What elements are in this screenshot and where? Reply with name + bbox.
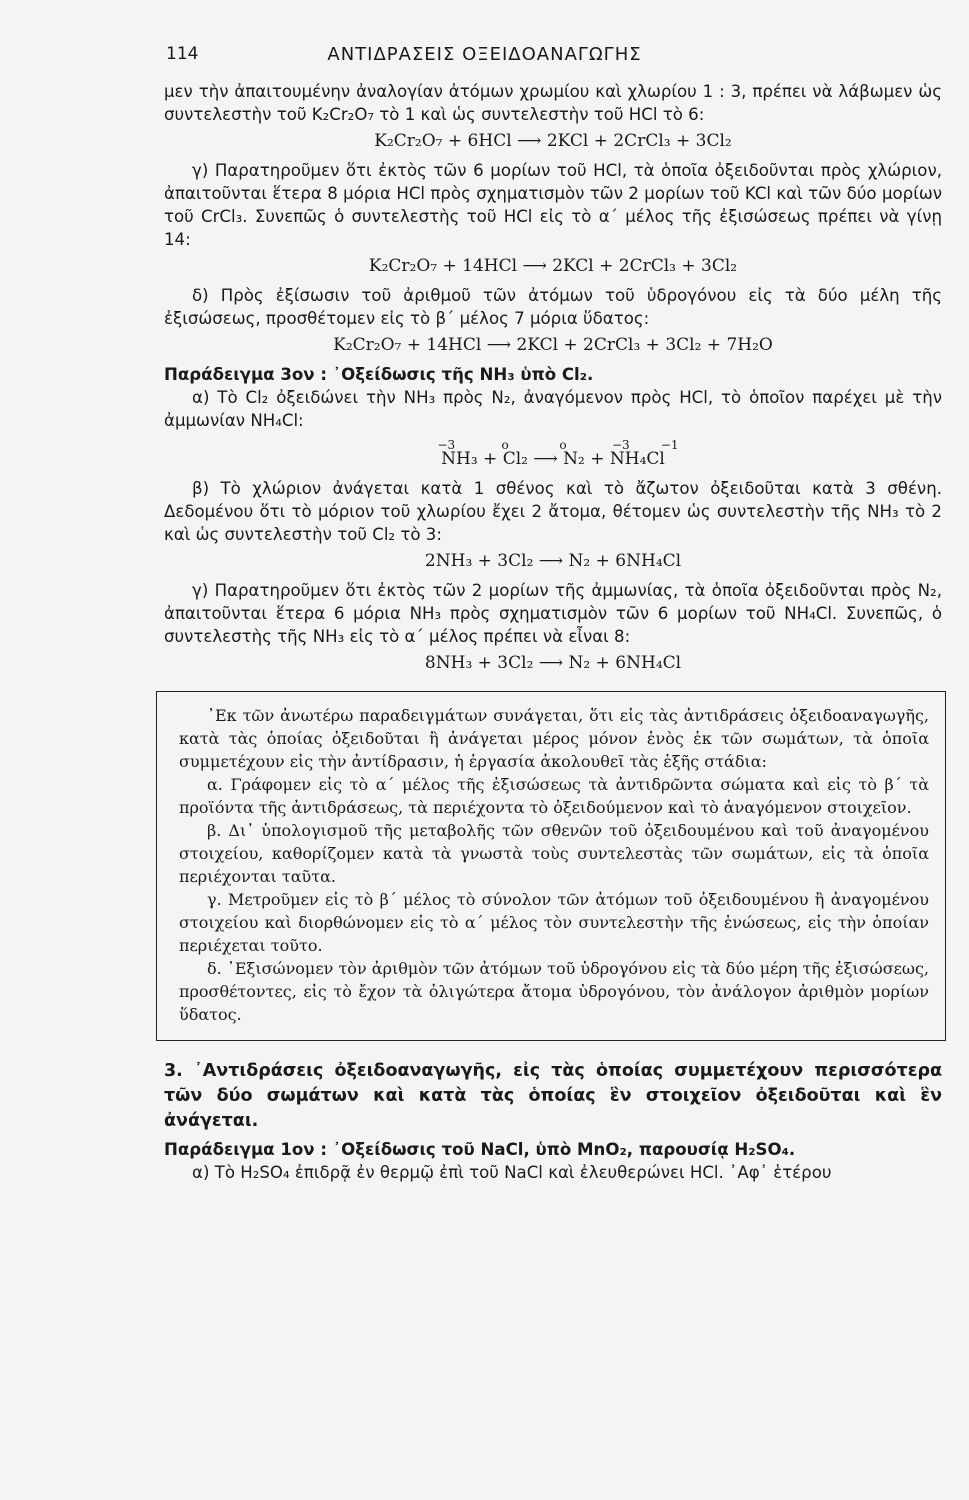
paragraph: α) Τὸ H₂SO₄ ἐπιδρᾷ ἐν θερμῷ ἐπὶ τοῦ NaCl καὶ ἐλευθερώνει HCl. ᾿Αφ᾿ ἑτέρου <box>192 1163 832 1182</box>
equation: 8NH₃ + 3Cl₂ ⟶ N₂ + 6NH₄Cl <box>424 653 682 673</box>
summary-step: δ. ᾿Εξισώνομεν τὸν ἀριθμὸν τῶν ἀτόμων τοῦ ὑδρογόνου εἰς τὰ δύο μέρη τῆς ἐξισώσεως, προσθέτοντες, εἰς τὸ ἔχον τὰ ὀλιγώτερα ἄτομα ὑδρογόνου, τὸν ἀνάλογον ἀριθμὸν μορίων ὕδατος. <box>179 959 929 1024</box>
oxidation-numbers <box>164 434 942 452</box>
section-heading: 3. ᾿Αντιδράσεις ὀξειδοαναγωγῆς, εἰς τὰς ὁποίας συμμετέχουν περισσότερα τῶν δύο σωμάτων καὶ κατὰ τὰς ὁποίας ἓν στοιχεῖον ὀξειδοῦται καὶ ἓν ἀνάγεται. <box>164 1061 942 1131</box>
summary-intro: ᾿Εκ τῶν ἀνωτέρω παραδειγμάτων συνάγεται, ὅτι εἰς τὰς ἀντιδράσεις ὀξειδοαναγωγῆς, κατὰ τὰς ὁποίας ὀξειδοῦται ἢ ἀνάγεται μέρος μόνον ἑνὸς ἐκ τῶν σωμάτων, τὰ ὁποῖα συμμετέχουν εἰς τὴν ἀντίδρασιν, ἡ ἐργασία ἀκολουθεῖ τὰς ἑξῆς στάδια: <box>179 706 929 771</box>
paragraph: δ) Πρὸς ἐξίσωσιν τοῦ ἀριθμοῦ τῶν ἀτόμων τοῦ ὑδρογόνου εἰς τὰ δύο μέλη τῆς ἐξισώσεως, προσθέτομεν εἰς τὸ β΄ μέλος 7 μόρια ὕδατος: <box>164 286 942 328</box>
equation: K₂Cr₂O₇ + 14HCl ⟶ 2KCl + 2CrCl₃ + 3Cl₂ + 7H₂O <box>333 335 773 355</box>
paragraph: γ) Παρατηροῦμεν ὅτι ἐκτὸς τῶν 2 μορίων τῆς ἀμμωνίας, τὰ ὁποῖα ὀξειδοῦνται πρὸς N₂, ἀπαιτοῦνται ἕτερα 6 μόρια NH₃ πρὸς σχηματισμὸν τῶν 6 μορίων τοῦ NH₄Cl. Συνεπῶς, ὁ συντελεστὴς τῆς NH₃ εἰς τὸ α΄ μέλος πρέπει νὰ εἶναι 8: <box>164 581 942 646</box>
summary-step: α. Γράφομεν εἰς τὸ α΄ μέλος τῆς ἐξισώσεως τὰ ἀντιδρῶντα σώματα καὶ εἰς τὸ β΄ τὰ προϊόντα τῆς ἀντιδράσεως, τὰ περιέχοντα τὸ ὀξειδούμενον καὶ τὸ ἀναγόμενον στοιχεῖον. <box>179 775 929 817</box>
equation: NH₃ + Cl₂ ⟶ N₂ + NH₄Cl <box>441 449 665 469</box>
example-heading: Παράδειγμα 1ον : ᾿Οξείδωσις τοῦ NaCl, ὑπὸ MnO₂, παρουσίᾳ H₂SO₄. <box>164 1140 796 1159</box>
ox-number: o <box>559 438 567 452</box>
equation: 2NH₃ + 3Cl₂ ⟶ N₂ + 6NH₄Cl <box>424 551 682 571</box>
ox-number: −3 <box>437 438 456 452</box>
paragraph: β) Τὸ χλώριον ἀνάγεται κατὰ 1 σθένος καὶ τὸ ἄζωτον ὀξειδοῦται κατὰ 3 σθένη. Δεδομένου ὅτι τὸ μόριον τοῦ χλωρίου ἔχει 2 ἄτομα, θέτομεν ὡς συντελεστὴν τῆς NH₃ τὸ 2 καὶ ὡς συντελεστὴν τοῦ Cl₂ τὸ 3: <box>164 479 942 544</box>
page-body <box>164 80 942 1184</box>
example-heading: Παράδειγμα 3ον : ᾿Οξείδωσις τῆς NH₃ ὑπὸ Cl₂. <box>164 365 594 384</box>
paragraph: γ) Παρατηροῦμεν ὅτι ἐκτὸς τῶν 6 μορίων τοῦ HCl, τὰ ὁποῖα ὀξειδοῦνται πρὸς χλώριον, ἀπαιτοῦνται ἕτερα 8 μόρια HCl πρὸς σχηματισμὸν τῶν 2 μορίων τοῦ KCl καὶ τῶν δύο μορίων τοῦ CrCl₃. Συνεπῶς ὁ συντελεστὴς τοῦ HCl εἰς τὸ α΄ μέλος τῆς ἐξισώσεως πρέπει νὰ γίνῃ 14: <box>164 161 942 249</box>
equation: K₂Cr₂O₇ + 6HCl ⟶ 2KCl + 2CrCl₃ + 3Cl₂ <box>374 131 732 151</box>
ox-number: −3 <box>611 438 630 452</box>
page-number: 114 <box>166 44 199 64</box>
summary-step: β. Δι᾿ ὑπολογισμοῦ τῆς μεταβολῆς τῶν σθενῶν τοῦ ὀξειδουμένου καὶ τοῦ ἀναγομένου στοιχείου, καθορίζομεν κατὰ τὰ γνωστὰ τοὺς συντελεστὰς τῶν σωμάτων, εἰς τὰ ὁποῖα περιέχονται ταῦτα. <box>179 821 929 886</box>
paragraph: α) Τὸ Cl₂ ὀξειδώνει τὴν NH₃ πρὸς N₂, ἀναγόμενον πρὸς HCl, τὸ ὁποῖον παρέχει μὲ τὴν ἀμμωνίαν NH₄Cl: <box>164 388 942 430</box>
equation: K₂Cr₂O₇ + 14HCl ⟶ 2KCl + 2CrCl₃ + 3Cl₂ <box>368 256 738 276</box>
summary-step: γ. Μετροῦμεν εἰς τὸ β΄ μέλος τὸ σύνολον τῶν ἀτόμων τοῦ ὀξειδουμένου ἢ ἀναγομένου στοιχείου καὶ διορθώνομεν εἰς τὸ α΄ μέλος τὸν συντελεστὴν τῆς ἑνώσεως, εἰς τὴν ὁποίαν περιέχεται τοῦτο. <box>179 890 929 955</box>
ox-number: o <box>501 438 509 452</box>
paragraph: μεν τὴν ἀπαιτουμένην ἀναλογίαν ἀτόμων χρωμίου καὶ χλωρίου 1 : 3, πρέπει νὰ λάβωμεν ὡς συντελεστὴν τοῦ K₂Cr₂O₇ τὸ 1 καὶ ὡς συντελεστὴν τοῦ HCl τὸ 6: <box>164 82 942 124</box>
ox-number: −1 <box>660 438 679 452</box>
oxidation-equation <box>164 434 942 471</box>
summary-box <box>156 691 946 1041</box>
running-title: ΑΝΤΙΔΡΑΣΕΙΣ ΟΞΕΙΔΟΑΝΑΓΩΓΗΣ <box>327 44 642 65</box>
